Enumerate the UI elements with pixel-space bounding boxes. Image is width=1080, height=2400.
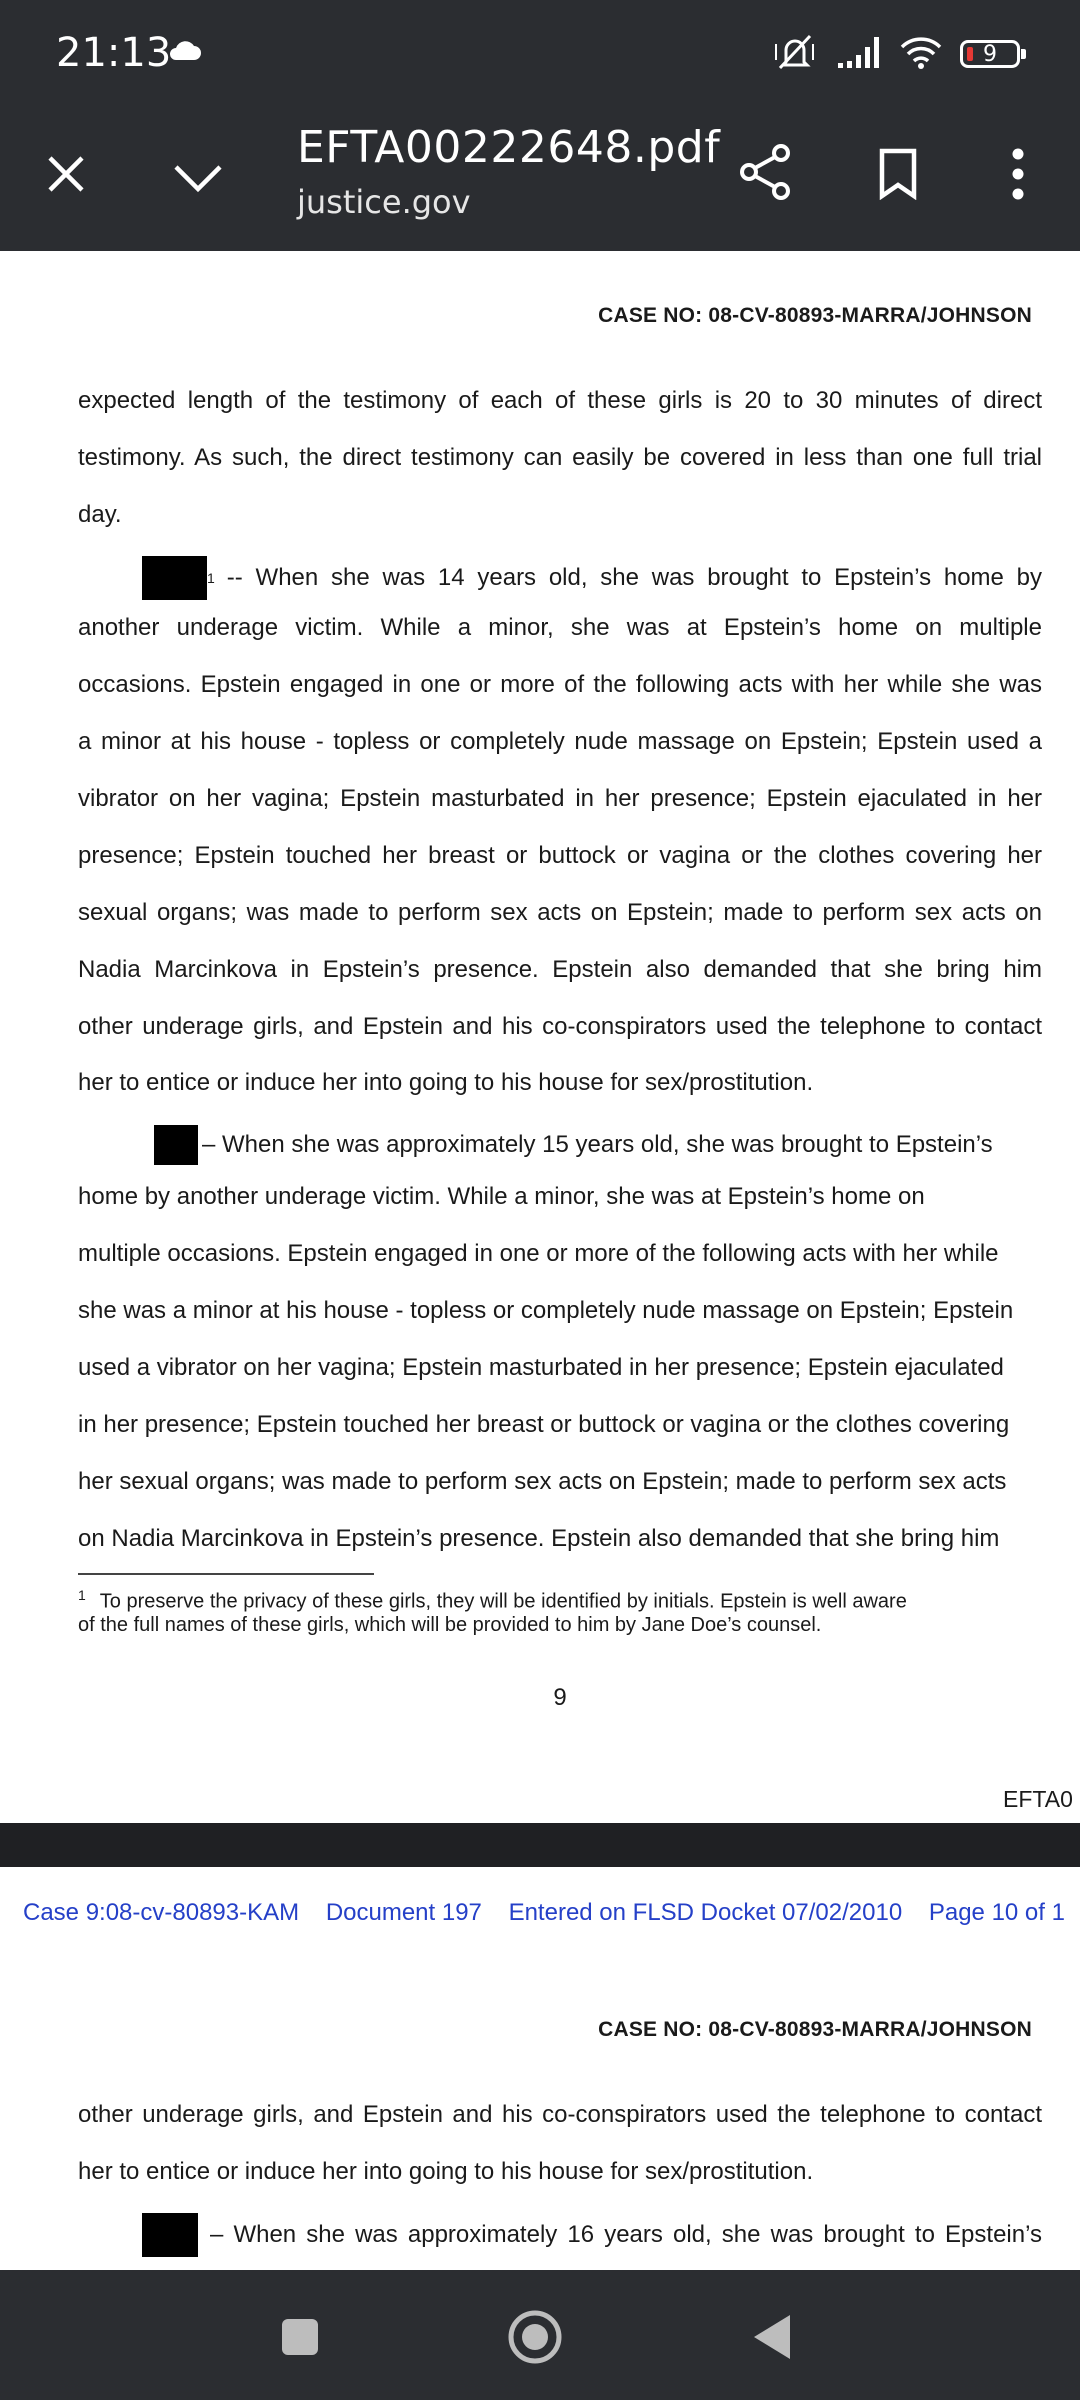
body-line: she was a minor at his house - topless or completely nude massage on Epstein; Epstein — [78, 1297, 1014, 1324]
document-source: justice.gov — [297, 183, 471, 221]
status-icons — [772, 30, 1020, 78]
body-line: occasions. Epstein engaged in one or more of the following acts with her while she was — [78, 671, 1042, 698]
body-line: another underage victim. While a minor, she was at Epstein’s home on multiple — [78, 614, 1042, 641]
body-line: her to entice or induce her into going to his house for sex/prostitution. — [78, 1069, 814, 1096]
document-filename: EFTA00222648.pdf — [297, 122, 721, 173]
stamp-document: Document 197 — [325, 1899, 482, 1926]
body-line: on Nadia Marcinkova in Epstein’s presence. Epstein also demanded that she bring him — [78, 1525, 1000, 1552]
body-line: Nadia Marcinkova in Epstein’s presence. Epstein also demanded that she bring him — [78, 956, 1042, 983]
footnote-line — [78, 1587, 907, 1614]
signal-icon — [836, 35, 882, 74]
body-line: her sexual organs; was made to perform sex acts on Epstein; made to perform sex acts — [78, 1468, 1007, 1495]
mute-icon — [772, 32, 818, 77]
redaction-box — [154, 1125, 198, 1165]
chevron-down-icon[interactable] — [170, 152, 226, 204]
bates-number: EFTA0 — [1003, 1786, 1073, 1812]
battery-low-fill — [967, 47, 973, 61]
footnote-mark: 1 — [78, 1587, 86, 1603]
page-number: 9 — [553, 1684, 567, 1711]
stamp-page: Page 10 of 1 — [928, 1899, 1065, 1926]
body-line: multiple occasions. Epstein engaged in one or more of the following acts with her while — [78, 1240, 999, 1267]
body-line: other underage girls, and Epstein and his co-conspirators used the telephone to contact — [78, 1013, 1042, 1040]
more-vert-icon[interactable] — [1000, 142, 1036, 206]
stamp-entered: Entered on FLSD Docket 07/02/2010 — [508, 1899, 903, 1926]
paragraph-start — [142, 556, 1042, 600]
pdf-page-10[interactable] — [0, 1867, 1080, 2270]
redaction-box — [142, 556, 207, 600]
body-line: expected length of the testimony of each of these girls is 20 to 30 minutes of direct — [78, 387, 1042, 414]
footnote-divider — [78, 1573, 374, 1575]
wifi-icon — [900, 35, 942, 74]
court-filing-stamp — [23, 1899, 1080, 1927]
body-line: testimony. As such, the direct testimony can easily be covered in less than one full trial — [78, 444, 1042, 471]
paragraph-text: -- When she was 14 years old, she was brought to Epstein’s home by — [226, 564, 1042, 591]
status-bar — [0, 0, 1080, 108]
redaction-box — [142, 2213, 198, 2257]
pdf-page-9[interactable] — [0, 251, 1080, 1823]
footnote-ref: 1 — [207, 570, 215, 586]
body-line: other underage girls, and Epstein and his co-conspirators used the telephone to contact — [78, 2101, 1042, 2128]
body-line: a minor at his house - topless or completely nude massage on Epstein; Epstein used a — [78, 728, 1042, 755]
body-line: day. — [78, 501, 122, 528]
share-icon[interactable] — [736, 140, 796, 204]
body-line: used a vibrator on her vagina; Epstein masturbated in her presence; Epstein ejaculated — [78, 1354, 1004, 1381]
body-line: vibrator on her vagina; Epstein masturbated in her presence; Epstein ejaculated in her — [78, 785, 1042, 812]
paragraph-start — [154, 1125, 993, 1165]
paragraph-text: – When she was approximately 15 years old, she was brought to Epstein’s — [202, 1131, 993, 1158]
cloud-icon — [168, 40, 202, 67]
home-icon[interactable] — [503, 2305, 567, 2369]
battery-icon — [960, 40, 1020, 68]
pdf-viewer-toolbar — [0, 108, 1080, 251]
stamp-case: Case 9:08-cv-80893-KAM — [23, 1899, 300, 1926]
page-separator — [0, 1823, 1080, 1867]
case-number-header: CASE NO: 08-CV-80893-MARRA/JOHNSON — [598, 2018, 1032, 2041]
body-line: sexual organs; was made to perform sex acts on Epstein; made to perform sex acts on — [78, 899, 1042, 926]
case-number-header: CASE NO: 08-CV-80893-MARRA/JOHNSON — [598, 304, 1032, 327]
body-line: presence; Epstein touched her breast or buttock or vagina or the clothes covering her — [78, 842, 1042, 869]
paragraph-start — [142, 2213, 1042, 2257]
battery-level: 9 — [983, 41, 997, 67]
footnote-line: of the full names of these girls, which will be provided to him by Jane Doe’s counsel. — [78, 1614, 822, 1636]
close-icon[interactable] — [40, 148, 92, 200]
recents-icon[interactable] — [268, 2305, 332, 2369]
body-line: in her presence; Epstein touched her breast or buttock or vagina or the clothes covering — [78, 1411, 1010, 1438]
clock: 21:13 — [56, 30, 172, 76]
back-icon[interactable] — [740, 2305, 804, 2369]
body-line: her to entice or induce her into going to his house for sex/prostitution. — [78, 2158, 814, 2185]
body-line: home by another underage victim. While a minor, she was at Epstein’s home on — [78, 1183, 925, 1210]
paragraph-text: – When she was approximately 16 years old, she was brought to Epstein’s — [210, 2221, 1042, 2248]
system-navigation-bar — [0, 2270, 1080, 2400]
bookmark-icon[interactable] — [872, 144, 924, 204]
footnote-text: To preserve the privacy of these girls, they will be identified by initials. Epstein is well aware — [99, 1590, 907, 1613]
